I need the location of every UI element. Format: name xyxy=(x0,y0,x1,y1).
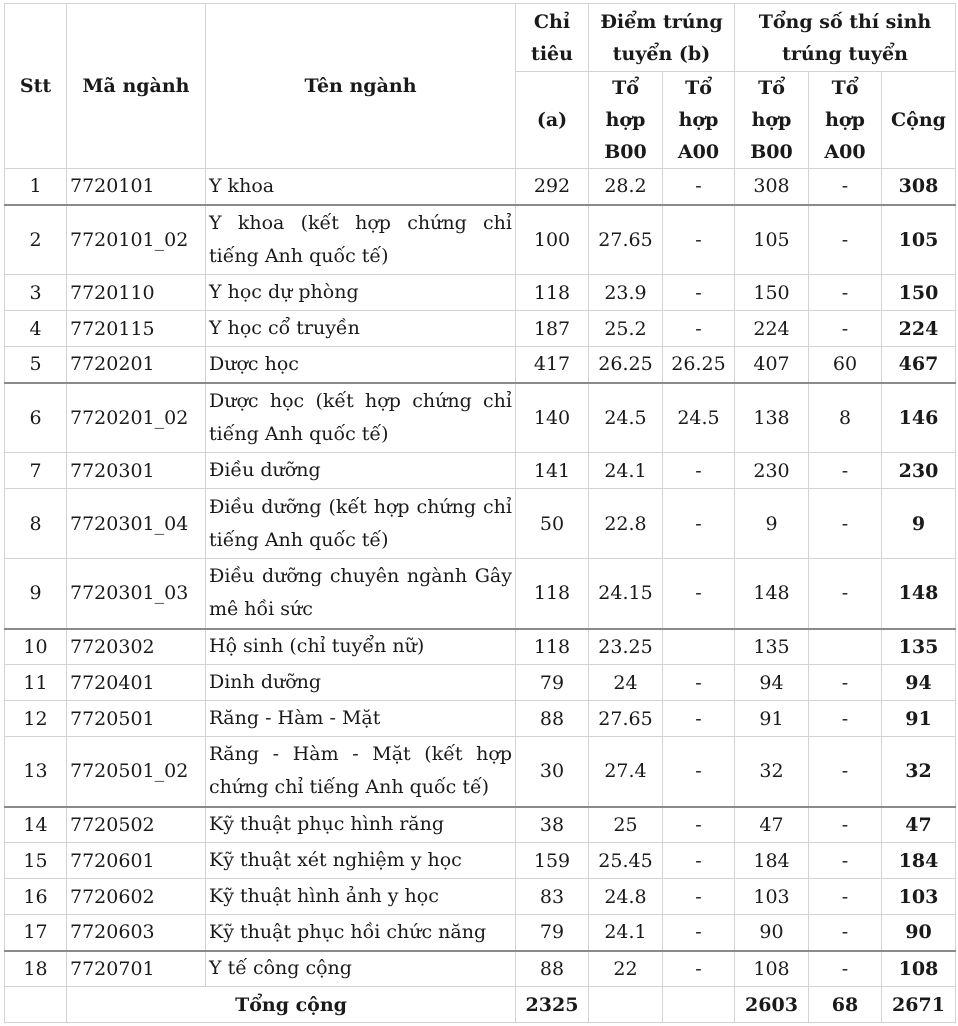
cell-diem-a00: - xyxy=(663,665,735,701)
total-ts-b00: 2603 xyxy=(735,987,809,1023)
cell-ts-a00: 8 xyxy=(809,383,882,453)
cell-chi-tieu: 118 xyxy=(516,559,589,629)
cell-ts-a00: 60 xyxy=(809,347,882,383)
cell-ten-nganh: Kỹ thuật phục hình răng xyxy=(206,807,516,843)
cell-stt: 8 xyxy=(5,489,67,559)
cell-chi-tieu: 88 xyxy=(516,951,589,987)
cell-ten-nganh: Y học cổ truyền xyxy=(206,311,516,347)
total-cong: 2671 xyxy=(882,987,956,1023)
cell-diem-a00: - xyxy=(663,275,735,311)
cell-diem-b00: 24.15 xyxy=(589,559,663,629)
cell-ten-nganh: Điều dưỡng xyxy=(206,453,516,489)
total-chi-tieu: 2325 xyxy=(516,987,589,1023)
total-label: Tổng cộng xyxy=(67,987,516,1023)
cell-ts-b00: 407 xyxy=(735,347,809,383)
header-ma-nganh: Mã ngành xyxy=(67,4,206,169)
cell-ten-nganh: Y học dự phòng xyxy=(206,275,516,311)
cell-diem-a00 xyxy=(663,629,735,665)
cell-stt: 3 xyxy=(5,275,67,311)
cell-stt: 16 xyxy=(5,879,67,915)
cell-cong: 150 xyxy=(882,275,956,311)
cell-ts-a00: - xyxy=(809,453,882,489)
cell-ten-nganh: Kỹ thuật hình ảnh y học xyxy=(206,879,516,915)
cell-ts-b00: 308 xyxy=(735,169,809,205)
cell-diem-b00: 24.1 xyxy=(589,453,663,489)
cell-diem-b00: 24 xyxy=(589,665,663,701)
cell-ts-b00: 135 xyxy=(735,629,809,665)
header-diem-a00: Tổ hợp A00 xyxy=(663,72,735,169)
cell-diem-b00: 26.25 xyxy=(589,347,663,383)
cell-ts-a00 xyxy=(809,629,882,665)
cell-chi-tieu: 187 xyxy=(516,311,589,347)
cell-ten-nganh: Răng - Hàm - Mặt xyxy=(206,701,516,737)
cell-ts-a00: - xyxy=(809,843,882,879)
cell-chi-tieu: 100 xyxy=(516,205,589,275)
cell-cong: 91 xyxy=(882,701,956,737)
cell-diem-b00: 25.2 xyxy=(589,311,663,347)
cell-ts-b00: 148 xyxy=(735,559,809,629)
cell-chi-tieu: 417 xyxy=(516,347,589,383)
header-diem-b00: Tổ hợp B00 xyxy=(589,72,663,169)
cell-ma-nganh: 7720301_04 xyxy=(67,489,206,559)
cell-chi-tieu: 50 xyxy=(516,489,589,559)
cell-stt: 7 xyxy=(5,453,67,489)
cell-ma-nganh: 7720115 xyxy=(67,311,206,347)
cell-ts-a00: - xyxy=(809,879,882,915)
cell-ts-b00: 230 xyxy=(735,453,809,489)
cell-cong: 135 xyxy=(882,629,956,665)
cell-ma-nganh: 7720201_02 xyxy=(67,383,206,453)
cell-ten-nganh: Kỹ thuật phục hồi chức năng xyxy=(206,915,516,951)
cell-cong: 467 xyxy=(882,347,956,383)
cell-cong: 146 xyxy=(882,383,956,453)
cell-chi-tieu: 118 xyxy=(516,275,589,311)
cell-stt: 4 xyxy=(5,311,67,347)
cell-ts-b00: 138 xyxy=(735,383,809,453)
cell-ten-nganh: Kỹ thuật xét nghiệm y học xyxy=(206,843,516,879)
cell-cong: 184 xyxy=(882,843,956,879)
cell-stt: 11 xyxy=(5,665,67,701)
cell-diem-a00: - xyxy=(663,311,735,347)
cell-ten-nganh: Y khoa (kết hợp chứng chỉ tiếng Anh quốc tế) xyxy=(206,205,516,275)
cell-ts-a00: - xyxy=(809,915,882,951)
cell-ten-nganh: Dược học xyxy=(206,347,516,383)
cell-ma-nganh: 7720603 xyxy=(67,915,206,951)
cell-ts-a00: - xyxy=(809,951,882,987)
cell-diem-a00: - xyxy=(663,701,735,737)
cell-ma-nganh: 7720502 xyxy=(67,807,206,843)
cell-ten-nganh: Y tế công cộng xyxy=(206,951,516,987)
cell-ts-b00: 47 xyxy=(735,807,809,843)
cell-ts-b00: 91 xyxy=(735,701,809,737)
cell-stt: 13 xyxy=(5,737,67,807)
cell-chi-tieu: 118 xyxy=(516,629,589,665)
cell-stt: 10 xyxy=(5,629,67,665)
cell-stt: 12 xyxy=(5,701,67,737)
cell-chi-tieu: 38 xyxy=(516,807,589,843)
cell-cong: 9 xyxy=(882,489,956,559)
cell-ma-nganh: 7720401 xyxy=(67,665,206,701)
header-diem-trung-tuyen: Điểm trúng tuyển (b) xyxy=(589,4,735,72)
cell-stt: 18 xyxy=(5,951,67,987)
cell-diem-a00: - xyxy=(663,205,735,275)
cell-ts-b00: 32 xyxy=(735,737,809,807)
cell-chi-tieu: 83 xyxy=(516,879,589,915)
header-chi-tieu: Chỉ tiêu xyxy=(516,4,589,72)
cell-cong: 224 xyxy=(882,311,956,347)
cell-diem-b00: 23.9 xyxy=(589,275,663,311)
cell-ts-a00: - xyxy=(809,701,882,737)
cell-diem-b00: 25.45 xyxy=(589,843,663,879)
cell-diem-b00: 24.8 xyxy=(589,879,663,915)
cell-diem-b00: 22 xyxy=(589,951,663,987)
cell-ma-nganh: 7720501_02 xyxy=(67,737,206,807)
cell-ma-nganh: 7720301_03 xyxy=(67,559,206,629)
cell-diem-b00: 22.8 xyxy=(589,489,663,559)
cell-diem-a00: 26.25 xyxy=(663,347,735,383)
cell-ten-nganh: Dinh dưỡng xyxy=(206,665,516,701)
cell-diem-b00: 25 xyxy=(589,807,663,843)
cell-diem-b00: 23.25 xyxy=(589,629,663,665)
cell-stt: 1 xyxy=(5,169,67,205)
cell-diem-b00: 27.4 xyxy=(589,737,663,807)
cell-ten-nganh: Hộ sinh (chỉ tuyển nữ) xyxy=(206,629,516,665)
cell-ma-nganh: 7720602 xyxy=(67,879,206,915)
cell-stt: 2 xyxy=(5,205,67,275)
cell-cong: 103 xyxy=(882,879,956,915)
cell-diem-b00: 27.65 xyxy=(589,205,663,275)
cell-diem-b00: 24.1 xyxy=(589,915,663,951)
cell-ts-a00: - xyxy=(809,169,882,205)
cell-chi-tieu: 79 xyxy=(516,915,589,951)
total-ts-a00: 68 xyxy=(809,987,882,1023)
cell-ts-a00: - xyxy=(809,665,882,701)
cell-ma-nganh: 7720302 xyxy=(67,629,206,665)
cell-ts-b00: 224 xyxy=(735,311,809,347)
cell-diem-b00: 24.5 xyxy=(589,383,663,453)
cell-chi-tieu: 140 xyxy=(516,383,589,453)
cell-ts-b00: 108 xyxy=(735,951,809,987)
cell-chi-tieu: 88 xyxy=(516,701,589,737)
cell-cong: 90 xyxy=(882,915,956,951)
cell-diem-b00: 27.65 xyxy=(589,701,663,737)
cell-ts-a00: - xyxy=(809,737,882,807)
cell-diem-a00: - xyxy=(663,559,735,629)
cell-cong: 32 xyxy=(882,737,956,807)
cell-stt: 15 xyxy=(5,843,67,879)
cell-diem-a00: - xyxy=(663,489,735,559)
cell-ts-b00: 150 xyxy=(735,275,809,311)
cell-ma-nganh: 7720101 xyxy=(67,169,206,205)
cell-chi-tieu: 292 xyxy=(516,169,589,205)
header-ts-a00: Tổ hợp A00 xyxy=(809,72,882,169)
cell-ts-a00: - xyxy=(809,489,882,559)
cell-diem-a00: - xyxy=(663,807,735,843)
header-stt: Stt xyxy=(5,4,67,169)
total-row xyxy=(5,987,956,1023)
cell-stt: 17 xyxy=(5,915,67,951)
cell-cong: 105 xyxy=(882,205,956,275)
cell-ts-a00: - xyxy=(809,311,882,347)
header-chi-tieu-sub: (a) xyxy=(516,72,589,169)
total-empty-cell xyxy=(5,987,67,1023)
total-diem-b00 xyxy=(589,987,663,1023)
cell-chi-tieu: 159 xyxy=(516,843,589,879)
cell-ts-b00: 94 xyxy=(735,665,809,701)
cell-stt: 9 xyxy=(5,559,67,629)
cell-ma-nganh: 7720201 xyxy=(67,347,206,383)
admission-results-table xyxy=(4,3,956,1023)
cell-ma-nganh: 7720301 xyxy=(67,453,206,489)
cell-cong: 108 xyxy=(882,951,956,987)
cell-cong: 230 xyxy=(882,453,956,489)
cell-stt: 6 xyxy=(5,383,67,453)
cell-cong: 308 xyxy=(882,169,956,205)
cell-ten-nganh: Y khoa xyxy=(206,169,516,205)
cell-ma-nganh: 7720110 xyxy=(67,275,206,311)
cell-ma-nganh: 7720601 xyxy=(67,843,206,879)
cell-stt: 14 xyxy=(5,807,67,843)
cell-ts-b00: 9 xyxy=(735,489,809,559)
cell-stt: 5 xyxy=(5,347,67,383)
cell-ts-b00: 90 xyxy=(735,915,809,951)
cell-ts-b00: 103 xyxy=(735,879,809,915)
cell-diem-a00: - xyxy=(663,737,735,807)
cell-diem-b00: 28.2 xyxy=(589,169,663,205)
total-diem-a00 xyxy=(663,987,735,1023)
cell-ten-nganh: Điều dưỡng (kết hợp chứng chỉ tiếng Anh quốc tế) xyxy=(206,489,516,559)
cell-ts-b00: 184 xyxy=(735,843,809,879)
cell-diem-a00: - xyxy=(663,169,735,205)
cell-cong: 148 xyxy=(882,559,956,629)
cell-ts-a00: - xyxy=(809,205,882,275)
cell-ma-nganh: 7720701 xyxy=(67,951,206,987)
header-cong: Cộng xyxy=(882,72,956,169)
cell-ten-nganh: Điều dưỡng chuyên ngành Gây mê hồi sức xyxy=(206,559,516,629)
cell-chi-tieu: 30 xyxy=(516,737,589,807)
header-ts-b00: Tổ hợp B00 xyxy=(735,72,809,169)
header-tong-so-thi-sinh: Tổng số thí sinh trúng tuyển xyxy=(735,4,956,72)
cell-diem-a00: - xyxy=(663,915,735,951)
cell-diem-a00: - xyxy=(663,843,735,879)
cell-ma-nganh: 7720501 xyxy=(67,701,206,737)
cell-ts-b00: 105 xyxy=(735,205,809,275)
cell-ts-a00: - xyxy=(809,559,882,629)
cell-diem-a00: - xyxy=(663,951,735,987)
header-ten-nganh: Tên ngành xyxy=(206,4,516,169)
cell-diem-a00: 24.5 xyxy=(663,383,735,453)
cell-cong: 47 xyxy=(882,807,956,843)
cell-ten-nganh: Dược học (kết hợp chứng chỉ tiếng Anh quốc tế) xyxy=(206,383,516,453)
cell-chi-tieu: 79 xyxy=(516,665,589,701)
cell-diem-a00: - xyxy=(663,879,735,915)
cell-chi-tieu: 141 xyxy=(516,453,589,489)
cell-cong: 94 xyxy=(882,665,956,701)
cell-ts-a00: - xyxy=(809,275,882,311)
cell-ts-a00: - xyxy=(809,807,882,843)
cell-ten-nganh: Răng - Hàm - Mặt (kết hợp chứng chỉ tiếng Anh quốc tế) xyxy=(206,737,516,807)
cell-diem-a00: - xyxy=(663,453,735,489)
cell-ma-nganh: 7720101_02 xyxy=(67,205,206,275)
